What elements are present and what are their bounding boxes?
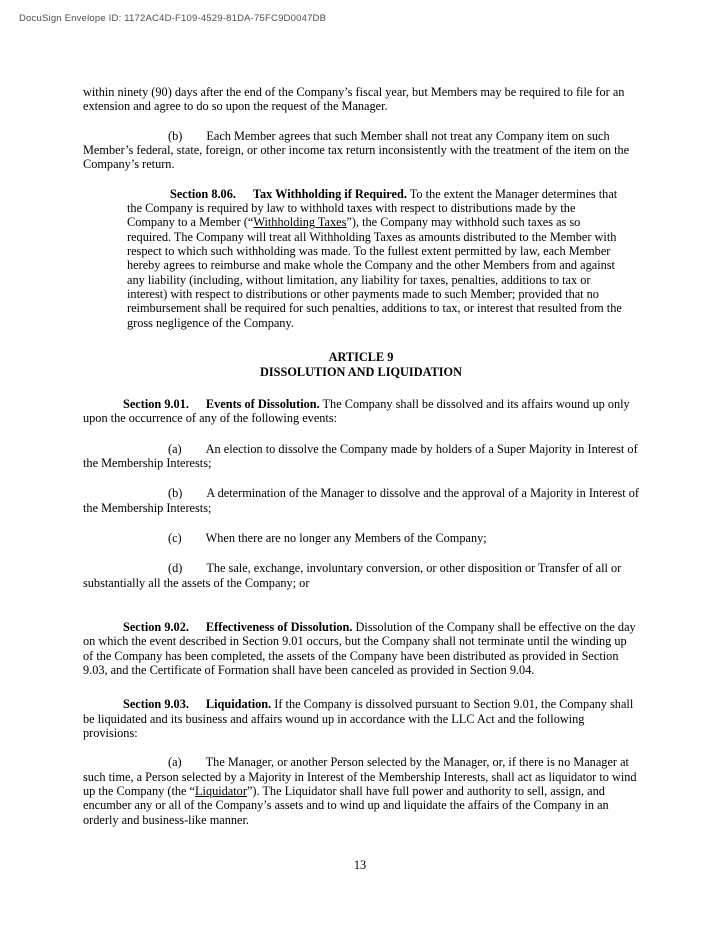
item-label: (c): [168, 530, 182, 545]
paragraph-item-903a: [83, 755, 639, 827]
paragraph-continuation: [83, 85, 639, 114]
article-title: DISSOLUTION AND LIQUIDATION: [259, 364, 463, 379]
item-text: The Manager, or another Person selected by the Manager, or, if there is no Manager at such time, a Person selected by a Majority in Interest of the Membership Interests, shall act as liquidator to wind up the Company (the “: [83, 755, 637, 799]
defined-term-liquidator: Liquidator: [195, 784, 247, 799]
section-text: Dissolution of the Company shall be effective on the day on which the event described in Section 9.01 occurs, but the Company shall not terminate until the winding up of the Company has been completed, the assets of the Company have been distributed as provided in Section 9.03, and the Certificate of Formation shall have been canceled as provided in Section 9.04.: [83, 619, 636, 677]
docusign-envelope-id: DocuSign Envelope ID: 1172AC4D-F109-4529-81DA-75FC9D0047DB: [19, 13, 327, 24]
item-text: A determination of the Manager to dissolve and the approval of a Majority in Interest of the Membership Interests;: [83, 486, 640, 515]
section-number: Section 9.02.: [123, 619, 189, 634]
paragraph-section-9-03: [83, 697, 639, 740]
page-content: [83, 85, 639, 827]
paragraph-item-8b: [83, 129, 639, 172]
page-number: 13: [353, 858, 367, 872]
article-9-heading: [83, 350, 639, 379]
item-text: ”). The Liquidator shall have full power and authority to sell, assign, and encumber any or all of the Company’s assets and to wind up and liquidate the affairs of the Company in an orderly and business-like manner.: [83, 784, 609, 827]
section-title: Events of Dissolution.: [205, 396, 320, 411]
item-label: (a): [168, 441, 182, 456]
section-title: Tax Withholding if Required.: [252, 186, 407, 201]
item-label: (a): [168, 755, 182, 770]
paragraph-item-9b: [83, 486, 639, 515]
section-number: Section 9.01.: [123, 396, 189, 411]
paragraph-item-9c: [83, 531, 639, 545]
section-title: Effectiveness of Dissolution.: [205, 619, 353, 634]
item-text: An election to dissolve the Company made by holders of a Super Majority in Interest of the Membership Interests;: [83, 441, 638, 470]
section-number: Section 9.03.: [123, 697, 189, 712]
paragraph-item-9a: [83, 442, 639, 471]
paragraph-section-8-06: [127, 187, 624, 330]
item-label: (d): [168, 561, 183, 576]
paragraph-section-9-01: [83, 397, 639, 426]
item-label: (b): [168, 486, 183, 501]
defined-term-withholding-taxes: Withholding Taxes: [253, 215, 347, 230]
paragraph-section-9-02: [83, 620, 639, 677]
section-text: ”), the Company may withhold such taxes as so required. The Company will treat all Withholding Taxes as amounts distributed to the Member with respect to which such withholding was made. To the fullest extent permitted by law, each Member hereby agrees to reimburse and make whole the Company and the other Members from and against any liability (including, without limitation, any liability for taxes, penalties, additions to tax or interest) with respect to distributions or other payments made to such Member; provided that no reimbursement shall be required for such penalties, additions to tax, or interest that resulted from the gross negligence of the Company.: [127, 215, 622, 330]
item-text: The sale, exchange, involuntary conversion, or other disposition or Transfer of all or substantially all the assets of the Company; or: [83, 561, 622, 590]
item-label: (b): [168, 128, 183, 143]
paragraph-item-9d: [83, 561, 639, 590]
section-text: The Company shall be dissolved and its affairs wound up only upon the occurrence of any of the following events:: [83, 396, 630, 426]
section-title: Liquidation.: [205, 697, 272, 712]
item-text: Each Member agrees that such Member shall not treat any Company item on such Member’s federal, state, foreign, or other income tax return inconsistently with the treatment of the item on the Company’s return.: [83, 128, 630, 172]
section-text: To the extent the Manager determines that the Company is required by law to withhold taxes with respect to distributions made by the Company to a Member (“: [127, 186, 618, 230]
article-number: ARTICLE 9: [328, 350, 394, 365]
item-text: When there are no longer any Members of the Company;: [205, 530, 487, 545]
section-text: If the Company is dissolved pursuant to Section 9.01, the Company shall be liquidated and its business and affairs wound up in accordance with the LLC Act and the following provisions:: [83, 697, 634, 740]
section-number: Section 8.06.: [170, 186, 236, 201]
paragraph-text: within ninety (90) days after the end of the Company’s fiscal year, but Members may be required to file for an extension and agree to do so upon the request of the Manager.: [83, 85, 625, 114]
